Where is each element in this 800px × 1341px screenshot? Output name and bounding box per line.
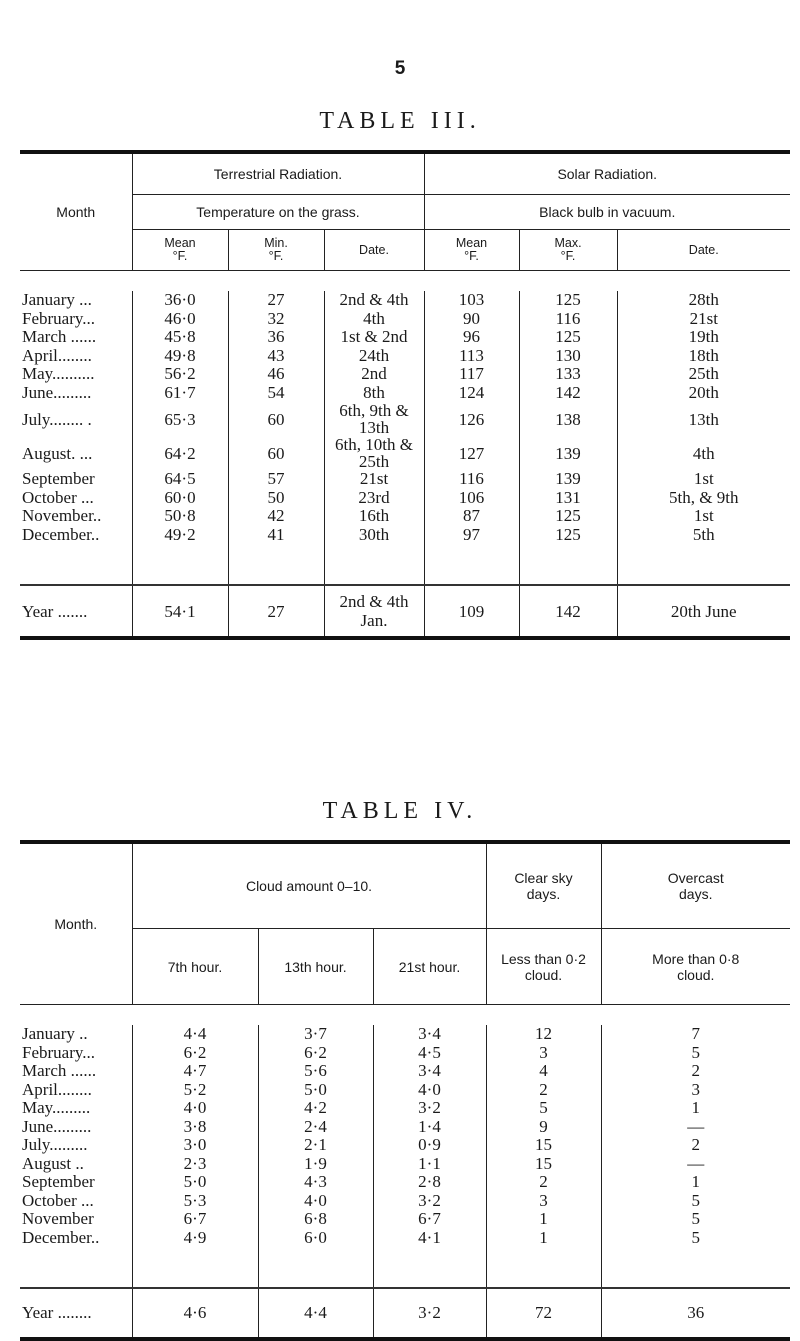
month-cell: March ...... bbox=[20, 1062, 132, 1081]
grass-mean-cell: 46·0 bbox=[132, 310, 228, 329]
bulb-mean-cell: 126 bbox=[424, 402, 519, 436]
bulb-mean-cell: 96 bbox=[424, 328, 519, 347]
grass-min-cell: 54 bbox=[228, 384, 324, 403]
hour-7-cell: 4·4 bbox=[132, 1025, 258, 1044]
clear-days-cell: 4 bbox=[486, 1062, 601, 1081]
clear-days-cell: 3 bbox=[486, 1192, 601, 1211]
bulb-date-cell: 1st bbox=[693, 506, 714, 525]
clear-days-cell: 2 bbox=[486, 1173, 601, 1192]
clear-days-cell: 15 bbox=[486, 1155, 601, 1174]
grass-mean-cell: 61·7 bbox=[132, 384, 228, 403]
grass-date-cell: 8th bbox=[324, 384, 424, 403]
hour-7-cell: 6·7 bbox=[132, 1210, 258, 1229]
year-month-cell: Year ....... bbox=[20, 585, 132, 638]
grass-min-cell: 32 bbox=[228, 310, 324, 329]
month-cell: November.. bbox=[20, 507, 132, 526]
solar-header: Solar Radiation. bbox=[424, 152, 790, 195]
bulb-date-header: Date. bbox=[688, 242, 719, 257]
month-cell: December.. bbox=[20, 1229, 132, 1248]
table-row bbox=[20, 489, 790, 508]
table-row bbox=[20, 507, 790, 526]
grass-mean-header: Mean °F. bbox=[132, 230, 228, 271]
table-row bbox=[20, 1136, 790, 1155]
year-bulb-date-cell: 20th June bbox=[670, 601, 737, 621]
table-row bbox=[20, 384, 790, 403]
grass-date-header: Date. bbox=[324, 230, 424, 271]
hour-13-cell: 5·6 bbox=[258, 1062, 373, 1081]
table-row bbox=[20, 1062, 790, 1081]
overcast-days-cell: 7 bbox=[691, 1024, 700, 1043]
table-row bbox=[20, 402, 790, 436]
grass-min-cell: 42 bbox=[228, 507, 324, 526]
table-row bbox=[20, 1118, 790, 1137]
terrestrial-header: Terrestrial Radiation. bbox=[132, 152, 424, 195]
hour-21-cell: 4·5 bbox=[373, 1044, 486, 1063]
hour-13-cell: 3·7 bbox=[258, 1025, 373, 1044]
grass-date-cell: 4th bbox=[324, 310, 424, 329]
month-cell: December.. bbox=[20, 526, 132, 545]
table-4 bbox=[20, 840, 790, 1341]
year-month-cell: Year ........ bbox=[20, 1288, 132, 1339]
grass-min-cell: 60 bbox=[228, 402, 324, 436]
hour-13-cell: 4·3 bbox=[258, 1173, 373, 1192]
bulb-mean-cell: 116 bbox=[424, 470, 519, 489]
bulb-date-cell: 5th bbox=[692, 524, 715, 544]
bulb-max-cell: 125 bbox=[519, 328, 617, 347]
month-header: Month bbox=[20, 152, 132, 271]
year-clear-days-cell: 72 bbox=[486, 1288, 601, 1339]
grass-mean-cell: 64·2 bbox=[132, 436, 228, 470]
clear-days-cell: 9 bbox=[486, 1118, 601, 1137]
grass-mean-cell: 36·0 bbox=[132, 291, 228, 310]
bulb-max-cell: 130 bbox=[519, 347, 617, 366]
table-row bbox=[20, 436, 790, 470]
year-row bbox=[20, 585, 790, 638]
hour-13-cell: 4·0 bbox=[258, 1192, 373, 1211]
bulb-date-cell: 5th, & 9th bbox=[669, 487, 739, 507]
clear-days-cell: 1 bbox=[486, 1210, 601, 1229]
overcast-days-cell: 1 bbox=[691, 1172, 700, 1191]
bulb-max-cell: 116 bbox=[519, 310, 617, 329]
bulb-date-cell: 1st bbox=[693, 469, 714, 488]
grass-date-cell: 6th, 9th & 13th bbox=[324, 402, 424, 436]
clear-days-cell: 2 bbox=[486, 1081, 601, 1100]
grass-min-cell: 36 bbox=[228, 328, 324, 347]
bulb-mean-cell: 106 bbox=[424, 489, 519, 508]
grass-date-cell: 2nd bbox=[324, 365, 424, 384]
overcast-days-cell: 5 bbox=[691, 1227, 700, 1247]
hour-13-cell: 6·0 bbox=[258, 1229, 373, 1248]
bulb-mean-cell: 87 bbox=[424, 507, 519, 526]
month-cell: February... bbox=[20, 310, 132, 329]
bulb-max-cell: 133 bbox=[519, 365, 617, 384]
month-cell: September bbox=[20, 1173, 132, 1192]
hour-7-cell: 6·2 bbox=[132, 1044, 258, 1063]
bulb-max-cell: 139 bbox=[519, 470, 617, 489]
table-row bbox=[20, 365, 790, 384]
month-header: Month. bbox=[20, 842, 132, 1005]
hour-21-cell: 2·8 bbox=[373, 1173, 486, 1192]
bulb-mean-cell: 90 bbox=[424, 310, 519, 329]
table-row bbox=[20, 1229, 790, 1248]
month-cell: January .. bbox=[20, 1025, 132, 1044]
table-row bbox=[20, 310, 790, 329]
hour-13-cell: 6·8 bbox=[258, 1210, 373, 1229]
clear-days-cell: 3 bbox=[486, 1044, 601, 1063]
grass-mean-cell: 49·8 bbox=[132, 347, 228, 366]
bulb-mean-cell: 103 bbox=[424, 291, 519, 310]
grass-min-cell: 41 bbox=[228, 526, 324, 545]
year-hour-13-cell: 4·4 bbox=[258, 1288, 373, 1339]
grass-min-cell: 50 bbox=[228, 489, 324, 508]
table-4-title: TABLE IV. bbox=[322, 798, 478, 824]
bulb-date-cell: 19th bbox=[688, 327, 719, 346]
clear-days-cell: 5 bbox=[486, 1099, 601, 1118]
grass-mean-cell: 49·2 bbox=[132, 526, 228, 545]
table-row bbox=[20, 1192, 790, 1211]
hour-21-cell: 3·4 bbox=[373, 1025, 486, 1044]
grass-date-cell: 24th bbox=[324, 347, 424, 366]
table-row bbox=[20, 347, 790, 366]
hour-21-cell: 0·9 bbox=[373, 1136, 486, 1155]
grass-mean-cell: 64·5 bbox=[132, 470, 228, 489]
overcast-days-cell: 1 bbox=[691, 1098, 700, 1117]
bulb-mean-cell: 124 bbox=[424, 384, 519, 403]
bulb-max-cell: 131 bbox=[519, 489, 617, 508]
month-cell: May.......... bbox=[20, 365, 132, 384]
hour-7-cell: 5·2 bbox=[132, 1081, 258, 1100]
page-number: 5 bbox=[394, 58, 406, 79]
table-3 bbox=[20, 150, 790, 640]
grass-mean-cell: 60·0 bbox=[132, 489, 228, 508]
bulb-mean-cell: 97 bbox=[424, 526, 519, 545]
table-row bbox=[20, 470, 790, 489]
hour-13-cell: 2·1 bbox=[258, 1136, 373, 1155]
bulb-max-header: Max. °F. bbox=[519, 230, 617, 271]
overcast-header: Overcast days. bbox=[601, 842, 790, 929]
grass-min-cell: 57 bbox=[228, 470, 324, 489]
hour-13-cell: 5·0 bbox=[258, 1081, 373, 1100]
clear-days-cell: 1 bbox=[486, 1229, 601, 1248]
hour-21-header: 21st hour. bbox=[373, 929, 486, 1005]
bulb-date-cell: 4th bbox=[692, 443, 715, 463]
bulb-date-cell: 20th bbox=[688, 382, 719, 402]
hour-7-cell: 3·0 bbox=[132, 1136, 258, 1155]
bulb-date-cell: 21st bbox=[689, 308, 718, 328]
overcast-days-cell: 2 bbox=[691, 1135, 700, 1154]
overcast-days-cell: 5 bbox=[691, 1042, 700, 1062]
year-bulb-mean-cell: 109 bbox=[424, 585, 519, 638]
bulb-date-cell: 25th bbox=[688, 364, 719, 383]
grass-date-cell: 6th, 10th & 25th bbox=[324, 436, 424, 470]
year-row bbox=[20, 1288, 790, 1339]
grass-min-header: Min. °F. bbox=[228, 230, 324, 271]
bulb-header: Black bulb in vacuum. bbox=[424, 195, 790, 230]
month-cell: June......... bbox=[20, 1118, 132, 1137]
table-row bbox=[20, 328, 790, 347]
month-cell: November bbox=[20, 1210, 132, 1229]
hour-21-cell: 3·4 bbox=[373, 1062, 486, 1081]
clear-days-cell: 15 bbox=[486, 1136, 601, 1155]
year-grass-mean-cell: 54·1 bbox=[132, 585, 228, 638]
table-row bbox=[20, 1044, 790, 1063]
grass-date-cell: 21st bbox=[324, 470, 424, 489]
hour-7-header: 7th hour. bbox=[132, 929, 258, 1005]
bulb-max-cell: 139 bbox=[519, 436, 617, 470]
month-cell: October ... bbox=[20, 489, 132, 508]
hour-7-cell: 5·0 bbox=[132, 1173, 258, 1192]
table-row bbox=[20, 526, 790, 545]
grass-min-cell: 60 bbox=[228, 436, 324, 470]
grass-date-cell: 1st & 2nd bbox=[324, 328, 424, 347]
hour-7-cell: 4·7 bbox=[132, 1062, 258, 1081]
hour-13-cell: 6·2 bbox=[258, 1044, 373, 1063]
month-cell: July........ . bbox=[20, 402, 132, 436]
grass-date-cell: 2nd & 4th bbox=[324, 291, 424, 310]
hour-21-cell: 4·1 bbox=[373, 1229, 486, 1248]
grass-date-cell: 30th bbox=[324, 526, 424, 545]
bulb-mean-cell: 127 bbox=[424, 436, 519, 470]
overcast-days-cell: 2 bbox=[691, 1061, 700, 1080]
bulb-date-cell: 18th bbox=[688, 345, 719, 365]
grass-min-cell: 27 bbox=[228, 291, 324, 310]
hour-7-cell: 3·8 bbox=[132, 1118, 258, 1137]
overcast-days-cell: 3 bbox=[691, 1079, 700, 1099]
table-row bbox=[20, 1081, 790, 1100]
year-hour-7-cell: 4·6 bbox=[132, 1288, 258, 1339]
year-overcast-days-cell: 36 bbox=[687, 1302, 705, 1322]
table-row bbox=[20, 1155, 790, 1174]
clear-days-cell: 12 bbox=[486, 1025, 601, 1044]
hour-13-cell: 4·2 bbox=[258, 1099, 373, 1118]
overcast-days-cell: — bbox=[687, 1116, 705, 1136]
year-bulb-max-cell: 142 bbox=[519, 585, 617, 638]
table-row bbox=[20, 1025, 790, 1044]
grass-mean-cell: 50·8 bbox=[132, 507, 228, 526]
table-row bbox=[20, 1099, 790, 1118]
bulb-mean-header: Mean °F. bbox=[424, 230, 519, 271]
grass-header: Temperature on the grass. bbox=[132, 195, 424, 230]
bulb-date-cell: 13th bbox=[688, 409, 719, 429]
table-3-title: TABLE III. bbox=[319, 108, 481, 134]
hour-13-cell: 2·4 bbox=[258, 1118, 373, 1137]
month-cell: August. ... bbox=[20, 436, 132, 470]
hour-7-cell: 2·3 bbox=[132, 1155, 258, 1174]
hour-21-cell: 1·4 bbox=[373, 1118, 486, 1137]
month-cell: June......... bbox=[20, 384, 132, 403]
hour-13-cell: 1·9 bbox=[258, 1155, 373, 1174]
year-hour-21-cell: 3·2 bbox=[373, 1288, 486, 1339]
bulb-date-cell: 28th bbox=[688, 290, 719, 309]
month-cell: March ...... bbox=[20, 328, 132, 347]
cloud-amount-header: Cloud amount 0–10. bbox=[132, 842, 486, 929]
hour-7-cell: 4·0 bbox=[132, 1099, 258, 1118]
overcast-days-cell: — bbox=[687, 1153, 705, 1173]
bulb-max-cell: 125 bbox=[519, 291, 617, 310]
grass-min-cell: 46 bbox=[228, 365, 324, 384]
hour-7-cell: 5·3 bbox=[132, 1192, 258, 1211]
month-cell: October ... bbox=[20, 1192, 132, 1211]
month-cell: September bbox=[20, 470, 132, 489]
hour-21-cell: 3·2 bbox=[373, 1099, 486, 1118]
month-cell: July......... bbox=[20, 1136, 132, 1155]
month-cell: August .. bbox=[20, 1155, 132, 1174]
bulb-max-cell: 138 bbox=[519, 402, 617, 436]
table-row bbox=[20, 1210, 790, 1229]
hour-21-cell: 3·2 bbox=[373, 1192, 486, 1211]
clear-sky-header: Clear sky days. bbox=[486, 842, 601, 929]
month-cell: April........ bbox=[20, 347, 132, 366]
hour-13-header: 13th hour. bbox=[258, 929, 373, 1005]
bulb-mean-cell: 117 bbox=[424, 365, 519, 384]
hour-7-cell: 4·9 bbox=[132, 1229, 258, 1248]
year-grass-date-cell: 2nd & 4th Jan. bbox=[324, 585, 424, 638]
grass-date-cell: 16th bbox=[324, 507, 424, 526]
overcast-days-cell: 5 bbox=[691, 1190, 700, 1210]
bulb-max-cell: 142 bbox=[519, 384, 617, 403]
more-than-header: More than 0·8 cloud. bbox=[652, 950, 740, 983]
table-row bbox=[20, 291, 790, 310]
month-cell: January ... bbox=[20, 291, 132, 310]
hour-21-cell: 6·7 bbox=[373, 1210, 486, 1229]
bulb-max-cell: 125 bbox=[519, 526, 617, 545]
month-cell: May......... bbox=[20, 1099, 132, 1118]
month-cell: February... bbox=[20, 1044, 132, 1063]
table-row bbox=[20, 1173, 790, 1192]
grass-mean-cell: 56·2 bbox=[132, 365, 228, 384]
bulb-mean-cell: 113 bbox=[424, 347, 519, 366]
grass-mean-cell: 45·8 bbox=[132, 328, 228, 347]
overcast-days-cell: 5 bbox=[691, 1209, 700, 1228]
grass-date-cell: 23rd bbox=[324, 489, 424, 508]
grass-mean-cell: 65·3 bbox=[132, 402, 228, 436]
bulb-max-cell: 125 bbox=[519, 507, 617, 526]
hour-21-cell: 1·1 bbox=[373, 1155, 486, 1174]
hour-21-cell: 4·0 bbox=[373, 1081, 486, 1100]
grass-min-cell: 43 bbox=[228, 347, 324, 366]
month-cell: April........ bbox=[20, 1081, 132, 1100]
less-than-header: Less than 0·2 cloud. bbox=[486, 929, 601, 1005]
year-grass-min-cell: 27 bbox=[228, 585, 324, 638]
